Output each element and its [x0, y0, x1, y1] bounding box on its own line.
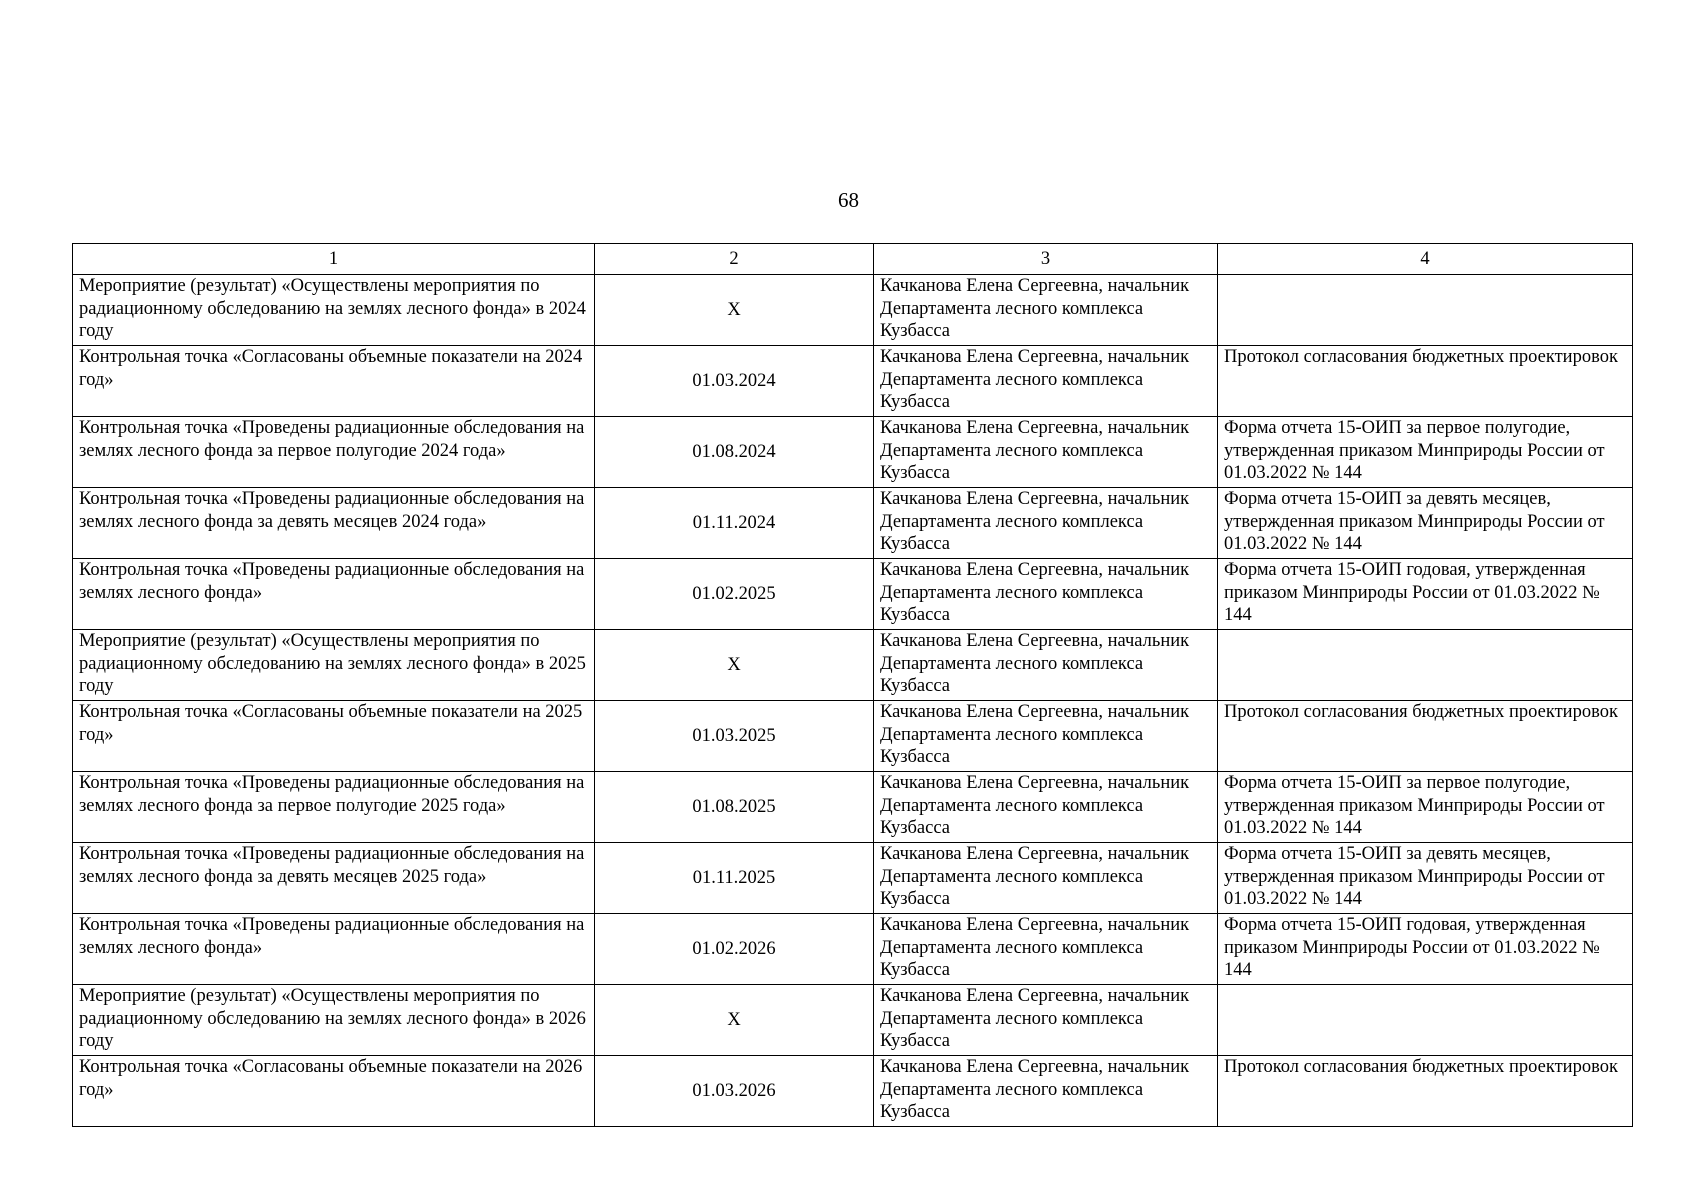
event-cell: Мероприятие (результат) «Осуществлены мероприятия по радиационному обследованию на землях лесного фонда» в 2026 году — [73, 985, 595, 1056]
table-row — [73, 346, 1633, 417]
table-row — [73, 1056, 1633, 1127]
column-header-1: 1 — [73, 244, 595, 275]
document-cell: Форма отчета 15-ОИП за первое полугодие, утвержденная приказом Минприроды России от 01.03.2022 № 144 — [1218, 417, 1633, 488]
table-row — [73, 914, 1633, 985]
event-cell: Мероприятие (результат) «Осуществлены мероприятия по радиационному обследованию на землях лесного фонда» в 2025 году — [73, 630, 595, 701]
event-cell: Контрольная точка «Проведены радиационные обследования на землях лесного фонда за девять месяцев 2025 года» — [73, 843, 595, 914]
table-row — [73, 701, 1633, 772]
column-header-4: 4 — [1218, 244, 1633, 275]
column-header-3: 3 — [874, 244, 1218, 275]
date-cell: 01.03.2024 — [595, 346, 874, 417]
date-cell: 01.02.2025 — [595, 559, 874, 630]
date-cell: 01.02.2026 — [595, 914, 874, 985]
responsible-cell: Качканова Елена Сергеевна, начальник Департамента лесного комплекса Кузбасса — [874, 1056, 1218, 1127]
responsible-cell: Качканова Елена Сергеевна, начальник Департамента лесного комплекса Кузбасса — [874, 772, 1218, 843]
document-cell: Форма отчета 15-ОИП годовая, утвержденная приказом Минприроды России от 01.03.2022 № 144 — [1218, 559, 1633, 630]
event-cell: Контрольная точка «Проведены радиационные обследования на землях лесного фонда за первое полугодие 2025 года» — [73, 772, 595, 843]
responsible-cell: Качканова Елена Сергеевна, начальник Департамента лесного комплекса Кузбасса — [874, 559, 1218, 630]
date-cell: 01.11.2024 — [595, 488, 874, 559]
table-row — [73, 488, 1633, 559]
responsible-cell: Качканова Елена Сергеевна, начальник Департамента лесного комплекса Кузбасса — [874, 417, 1218, 488]
plan-table — [72, 243, 1633, 1127]
date-cell: 01.11.2025 — [595, 843, 874, 914]
page-number: 68 — [838, 188, 859, 212]
document-cell: Форма отчета 15-ОИП за девять месяцев, утвержденная приказом Минприроды России от 01.03.2022 № 144 — [1218, 843, 1633, 914]
table-row — [73, 843, 1633, 914]
table-row — [73, 417, 1633, 488]
document-cell: Протокол согласования бюджетных проектировок — [1218, 701, 1633, 772]
responsible-cell: Качканова Елена Сергеевна, начальник Департамента лесного комплекса Кузбасса — [874, 985, 1218, 1056]
document-cell: Протокол согласования бюджетных проектировок — [1218, 346, 1633, 417]
date-cell: 01.08.2025 — [595, 772, 874, 843]
document-cell: Форма отчета 15-ОИП годовая, утвержденная приказом Минприроды России от 01.03.2022 № 144 — [1218, 914, 1633, 985]
responsible-cell: Качканова Елена Сергеевна, начальник Департамента лесного комплекса Кузбасса — [874, 275, 1218, 346]
document-cell — [1218, 275, 1633, 346]
responsible-cell: Качканова Елена Сергеевна, начальник Департамента лесного комплекса Кузбасса — [874, 843, 1218, 914]
date-cell: Х — [595, 985, 874, 1056]
table-row — [73, 630, 1633, 701]
event-cell: Контрольная точка «Проведены радиационные обследования на землях лесного фонда» — [73, 914, 595, 985]
document-cell — [1218, 630, 1633, 701]
column-header-2: 2 — [595, 244, 874, 275]
responsible-cell: Качканова Елена Сергеевна, начальник Департамента лесного комплекса Кузбасса — [874, 346, 1218, 417]
date-cell: Х — [595, 630, 874, 701]
date-cell: 01.08.2024 — [595, 417, 874, 488]
responsible-cell: Качканова Елена Сергеевна, начальник Департамента лесного комплекса Кузбасса — [874, 701, 1218, 772]
responsible-cell: Качканова Елена Сергеевна, начальник Департамента лесного комплекса Кузбасса — [874, 914, 1218, 985]
table-row — [73, 559, 1633, 630]
event-cell: Контрольная точка «Проведены радиационные обследования на землях лесного фонда за первое полугодие 2024 года» — [73, 417, 595, 488]
responsible-cell: Качканова Елена Сергеевна, начальник Департамента лесного комплекса Кузбасса — [874, 488, 1218, 559]
date-cell: 01.03.2025 — [595, 701, 874, 772]
date-cell: Х — [595, 275, 874, 346]
event-cell: Мероприятие (результат) «Осуществлены мероприятия по радиационному обследованию на землях лесного фонда» в 2024 году — [73, 275, 595, 346]
event-cell: Контрольная точка «Согласованы объемные показатели на 2025 год» — [73, 701, 595, 772]
date-cell: 01.03.2026 — [595, 1056, 874, 1127]
event-cell: Контрольная точка «Проведены радиационные обследования на землях лесного фонда за девять месяцев 2024 года» — [73, 488, 595, 559]
responsible-cell: Качканова Елена Сергеевна, начальник Департамента лесного комплекса Кузбасса — [874, 630, 1218, 701]
event-cell: Контрольная точка «Согласованы объемные показатели на 2026 год» — [73, 1056, 595, 1127]
event-cell: Контрольная точка «Проведены радиационные обследования на землях лесного фонда» — [73, 559, 595, 630]
table-row — [73, 275, 1633, 346]
table-row — [73, 985, 1633, 1056]
event-cell: Контрольная точка «Согласованы объемные показатели на 2024 год» — [73, 346, 595, 417]
document-cell: Протокол согласования бюджетных проектировок — [1218, 1056, 1633, 1127]
table-row — [73, 772, 1633, 843]
header-row — [73, 244, 1633, 275]
document-cell — [1218, 985, 1633, 1056]
document-cell: Форма отчета 15-ОИП за первое полугодие, утвержденная приказом Минприроды России от 01.03.2022 № 144 — [1218, 772, 1633, 843]
document-cell: Форма отчета 15-ОИП за девять месяцев, утвержденная приказом Минприроды России от 01.03.2022 № 144 — [1218, 488, 1633, 559]
